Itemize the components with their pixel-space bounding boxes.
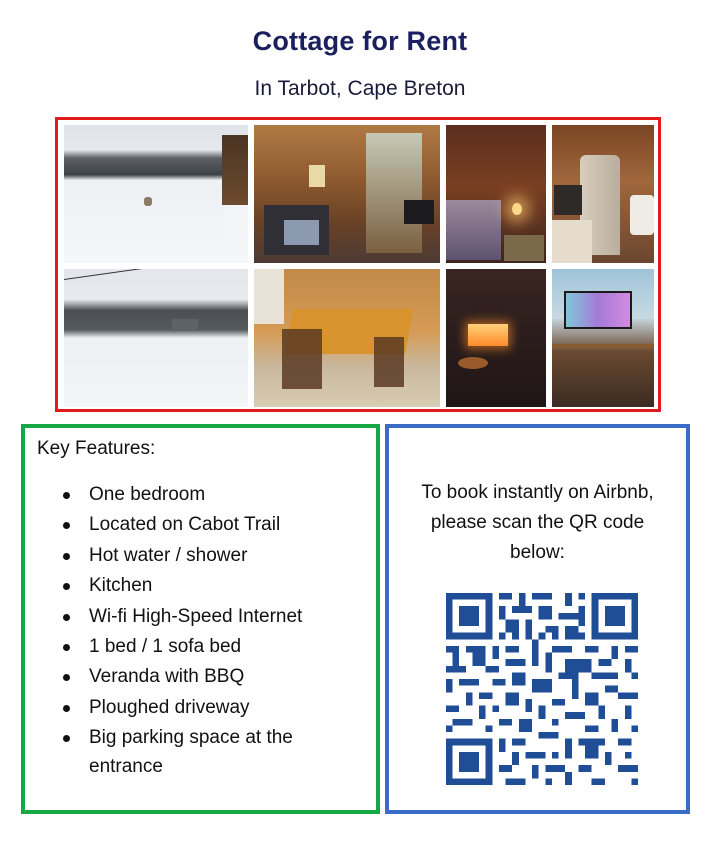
page-title: Cottage for Rent	[252, 26, 468, 56]
photo-snowy-field-cottage	[64, 269, 248, 407]
photo-bathroom	[552, 125, 654, 263]
feature-item: Ploughed driveway	[61, 693, 361, 722]
bullet-icon	[63, 674, 70, 681]
feature-item: Hot water / shower	[61, 541, 361, 570]
bullet-icon	[63, 614, 70, 621]
key-features-panel	[21, 424, 380, 814]
booking-instructions: To book instantly on Airbnb, please scan the QR code below:	[421, 482, 654, 563]
booking-panel	[385, 424, 690, 814]
feature-item: Wi-fi High-Speed Internet	[61, 602, 361, 631]
bullet-icon	[63, 583, 70, 590]
photo-bedroom	[446, 125, 546, 263]
photo-gallery	[55, 117, 661, 412]
feature-item: 1 bed / 1 sofa bed	[61, 632, 361, 661]
bullet-icon	[63, 705, 70, 712]
photo-living-room	[254, 125, 440, 263]
key-features-heading: Key Features:	[37, 438, 156, 459]
bullet-icon	[63, 644, 70, 651]
photo-wood-stove	[446, 269, 546, 407]
airbnb-qr-code[interactable]	[446, 593, 638, 785]
bullet-icon	[63, 735, 70, 742]
key-features-list	[61, 480, 361, 783]
feature-item: One bedroom	[61, 480, 361, 509]
feature-item: Big parking space at the entrance	[61, 723, 361, 781]
page-subtitle: In Tarbot, Cape Breton	[254, 77, 466, 100]
feature-item: Kitchen	[61, 571, 361, 600]
photo-snowy-yard-with-dog	[64, 125, 248, 263]
bullet-icon	[63, 492, 70, 499]
feature-item: Located on Cabot Trail	[61, 510, 361, 539]
bullet-icon	[63, 522, 70, 529]
feature-item: Veranda with BBQ	[61, 662, 361, 691]
photo-tv-stand	[552, 269, 654, 407]
bullet-icon	[63, 553, 70, 560]
photo-dining-table	[254, 269, 440, 407]
